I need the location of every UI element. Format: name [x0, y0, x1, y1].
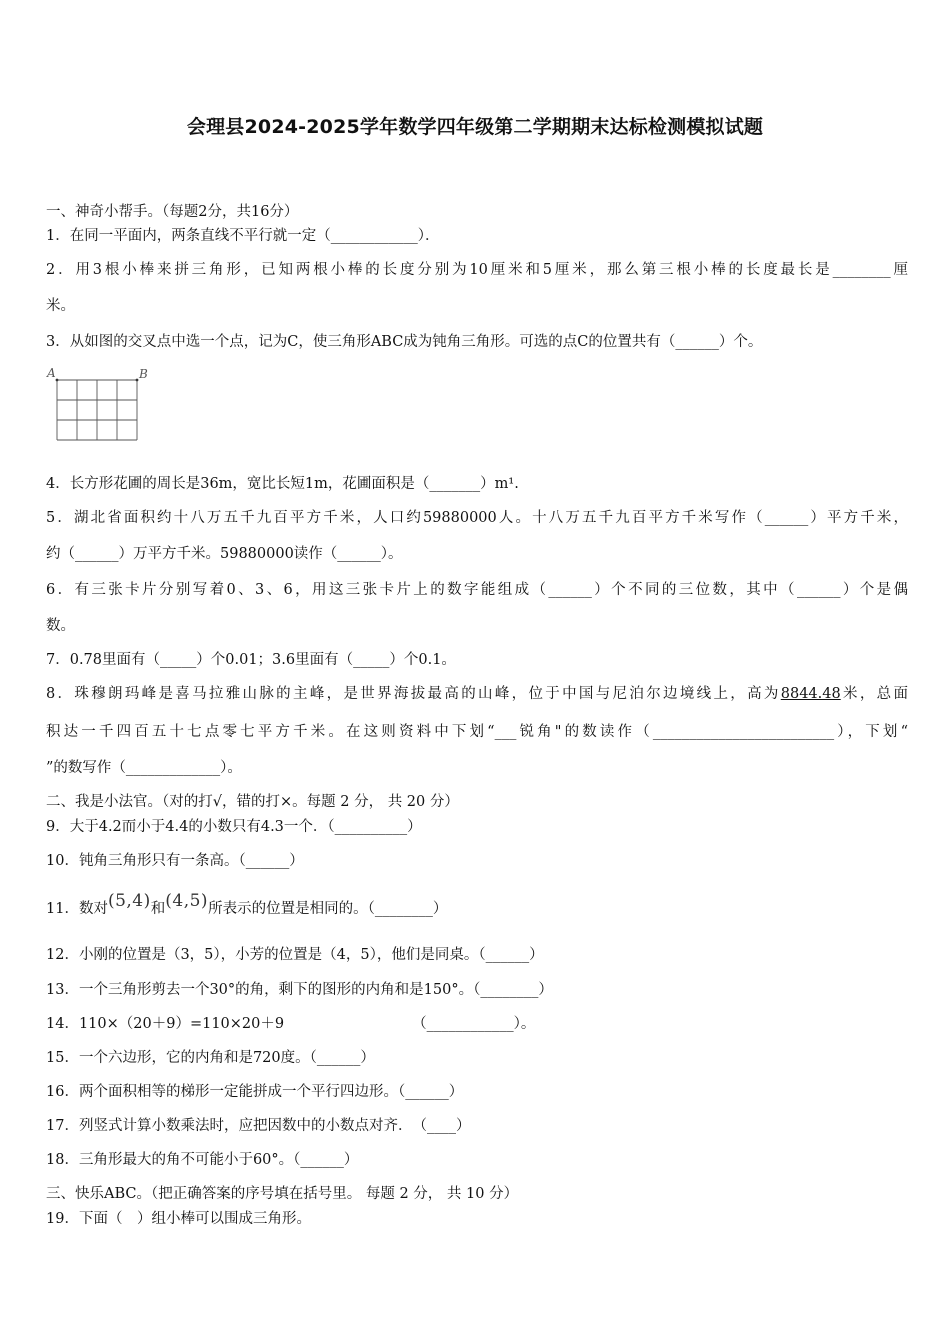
- question-19: 19．下面（ ）组小棒可以围成三角形。: [46, 1211, 311, 1227]
- grid-figure: [46, 364, 156, 444]
- grid-diagram: [46, 364, 156, 444]
- question-8-line-3: ”的数写作（_____________）。: [46, 760, 242, 776]
- question-15: 15．一个六边形，它的内角和是720度。（______）: [46, 1050, 375, 1066]
- question-11-text-b: 和: [150, 901, 166, 917]
- question-11: [46, 891, 908, 924]
- point-b-label: B: [139, 367, 148, 381]
- exam-title: 会理县2024-2025学年数学四年级第二学期期末达标检测模拟试题: [186, 116, 764, 138]
- question-7: 7．0.78里面有（_____）个0.01；3.6里面有（_____）个0.1。: [46, 652, 456, 668]
- question-14: [46, 1014, 908, 1034]
- question-8-text-b: 米，总面: [840, 686, 908, 702]
- question-11-text-c: 所表示的位置是相同的。（________）: [208, 901, 448, 917]
- section-2-heading: 二、我是小法官。（对的打√，错的打×。每题 2 分， 共 20 分）: [46, 794, 459, 810]
- question-6-line-1: 6．有三张卡片分别写着0、3、6，用这三张卡片上的数字能组成（______）个不同的三位数，其中（______）个是偶: [46, 582, 908, 598]
- question-13: 13．一个三角形剪去一个30°的角，剩下的图形的内角和是150°。（________）: [46, 982, 553, 998]
- question-14-expression: 14．110×（20＋9）=110×20＋9: [46, 1016, 285, 1032]
- question-18: 18．三角形最大的角不可能小于60°。（______）: [46, 1152, 359, 1168]
- question-16: 16．两个面积相等的梯形一定能拼成一个平行四边形。（______）: [46, 1084, 464, 1100]
- question-3: 3．从如图的交叉点中选一个点，记为C，使三角形ABC成为钝角三角形。可选的点C的位置共有（______）个。: [46, 334, 763, 350]
- question-17: 17．列竖式计算小数乘法时，应把因数中的小数点对齐． （____）: [46, 1118, 471, 1134]
- question-5-line-1: 5．湖北省面积约十八万五千九百平方千米，人口约59880000人。十八万五千九百平方千米写作（______）平方千米，: [46, 510, 908, 526]
- section-1-heading: 一、神奇小帮手。（每题2分，共16分）: [46, 204, 299, 220]
- coordinate-pair-1: (5,4): [107, 891, 151, 911]
- question-10: 10．钝角三角形只有一条高。（______）: [46, 853, 304, 869]
- question-1: 1．在同一平面内，两条直线不平行就一定（____________）．: [46, 228, 440, 244]
- question-8-text-a: 8．珠穆朗玛峰是喜马拉雅山脉的主峰，是世界海拔最高的山峰，位于中国与尼泊尔边境线上，高为: [46, 686, 781, 702]
- section-3-heading: 三、快乐ABC。（把正确答案的序号填在括号里。 每题 2 分， 共 10 分）: [46, 1186, 519, 1202]
- question-6-line-2: 数。: [46, 618, 75, 634]
- question-11-text-a: 11．数对: [46, 901, 108, 917]
- question-2-line-1: 2．用3根小棒来拼三角形，已知两根小棒的长度分别为10厘米和5厘米，那么第三根小棒的长度最长是________厘: [46, 262, 908, 278]
- question-9: 9．大于4.2而小于4.4的小数只有4.3一个．（__________）: [46, 819, 422, 835]
- question-5-line-2: 约（______）万平方千米。59880000读作（______）。: [46, 546, 403, 562]
- question-8-underlined-number: 8844.48: [780, 686, 841, 702]
- question-12: 12．小刚的位置是（3，5），小芳的位置是（4，5），他们是同桌。（______）: [46, 947, 544, 963]
- question-4: 4．长方形花圃的周长是36m，宽比长短1m，花圃面积是（_______）m¹.: [46, 476, 519, 492]
- coordinate-pair-2: (4,5): [165, 891, 209, 911]
- question-8-line-1: [46, 684, 908, 704]
- question-14-answer: （____________）。: [412, 1016, 536, 1032]
- point-a-label: A: [47, 366, 56, 380]
- question-8-line-2: 积达一千四百五十七点零七平方千米。在这则资料中下划“___锐角"的数读作（_________________________），下划“: [46, 724, 908, 740]
- question-2-line-2: 米。: [46, 298, 75, 314]
